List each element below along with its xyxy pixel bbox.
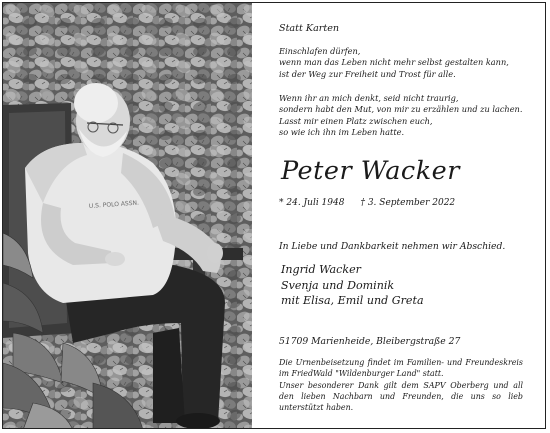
life-dates [279,198,471,208]
shirt-print: U.S. POLO ASSN. [88,199,140,210]
family-member: Svenja und Dominik [281,278,395,292]
poem-line: Wenn ihr an mich denkt, seid nicht traurig, [279,93,459,103]
death-date: † 3. September 2022 [360,198,456,208]
poem-line: ist der Weg zur Freiheit und Trost für alle. [279,68,456,79]
deceased-name: Peter Wacker [281,156,460,186]
poem-stanza-1 [279,46,509,80]
address: 51709 Marienheide, Bleibergstraße 27 [279,336,461,347]
poem-stanza-2 [279,93,522,139]
obituary-card [2,2,546,429]
farewell-line: In Liebe und Dankbarkeit nehmen wir Abschied. [279,241,506,252]
birth-date: * 24. Juli 1948 [279,198,345,208]
family-member: mit Elisa, Emil und Greta [281,294,424,307]
heading: Statt Karten [279,23,340,34]
portrait-photo [3,3,252,429]
poem-line: so wie ich ihn im Leben hatte. [279,127,405,138]
poem-line: Einschlafen dürfen, [279,46,361,56]
burial-notice [279,357,523,413]
poem-line: Lasst mir einen Platz zwischen euch, [279,115,433,126]
family-member: Ingrid Wacker [281,263,361,276]
notice-paragraph: Die Urnenbeisetzung findet im Familien- und Freundeskreis im FriedWald "Wildenburger Land" statt. [279,358,523,379]
family-list [281,262,424,309]
notice-paragraph: Unser besonderer Dank gilt dem SAPV Oberberg und all den lieben Nachbarn und Freunden, die uns so lieb unterstützt haben. [279,380,523,413]
poem-line: sondern habt den Mut, von mir zu erzählen und zu lachen. [279,104,523,115]
poem-line: wenn man das Leben nicht mehr selbst gestalten kann, [279,57,509,68]
